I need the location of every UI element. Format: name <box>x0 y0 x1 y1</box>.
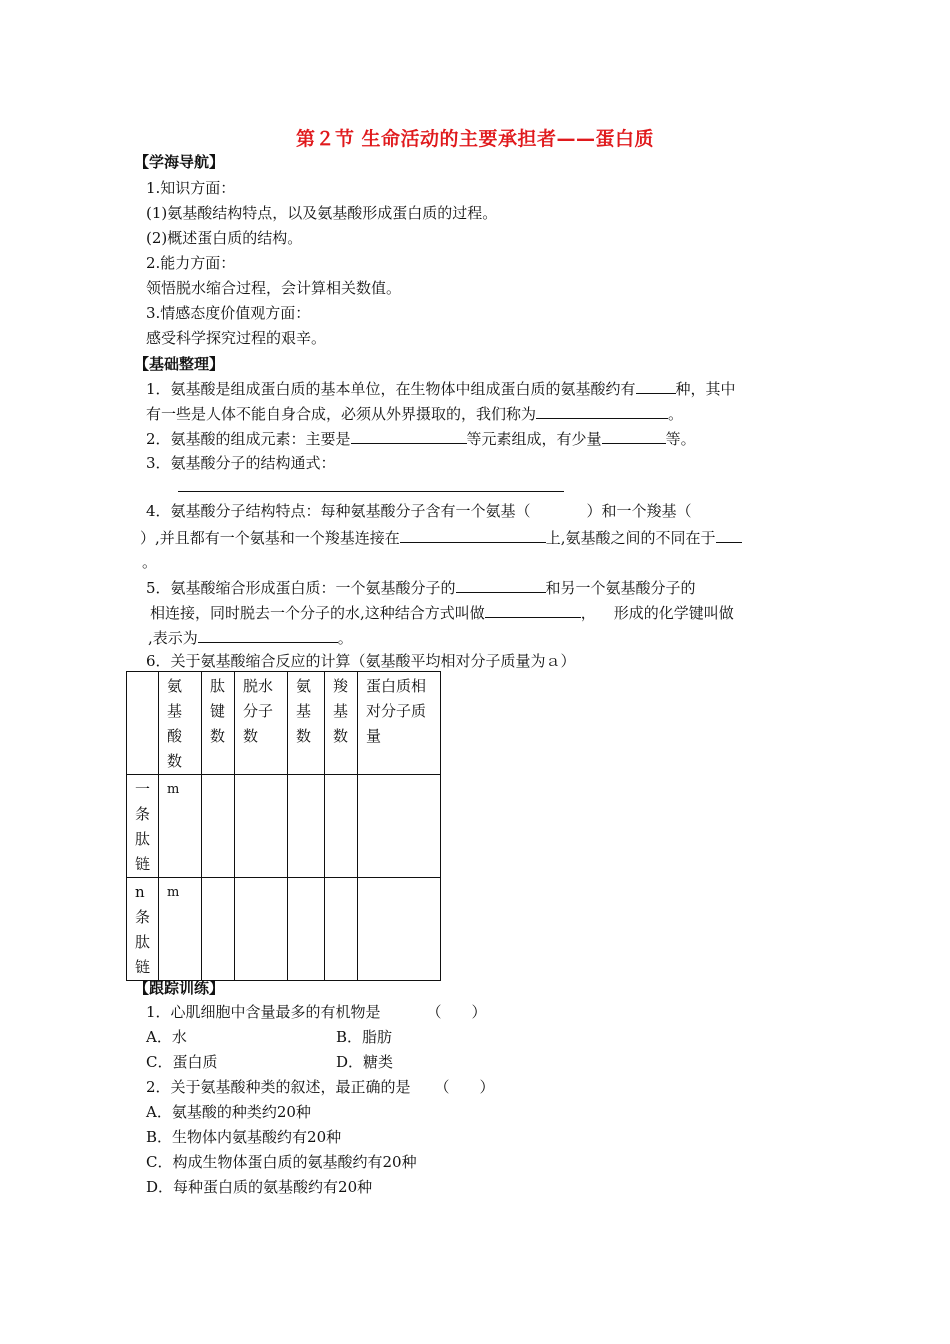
basic-q6: 6．关于氨基酸缩合反应的计算（氨基酸平均相对分子质量为ａ） <box>146 652 576 670</box>
calculation-table <box>126 671 441 981</box>
training-q2: 2．关于氨基酸种类的叙述，最正确的是 （ ） <box>146 1078 495 1096</box>
option-a[interactable]: A．氨基酸的种类约20种 <box>146 1103 311 1121</box>
table-cell[interactable] <box>288 775 325 878</box>
table-header-row <box>127 672 441 775</box>
basic-heading: 【基础整理】 <box>134 355 225 373</box>
table-cell[interactable] <box>288 878 325 981</box>
answer-blank[interactable] <box>536 403 668 419</box>
nav-line: (1)氨基酸结构特点，以及氨基酸形成蛋白质的过程。 <box>146 204 498 222</box>
table-cell: m <box>159 878 202 981</box>
answer-blank[interactable] <box>198 627 338 643</box>
table-header-cell: 氨基酸数 <box>167 677 183 770</box>
table-header-cell: 肽键数 <box>210 677 226 745</box>
basic-q4-end: 。 <box>142 553 158 571</box>
answer-paren[interactable]: （ ） <box>426 1003 487 1021</box>
basic-q3: 3．氨基酸分子的结构通式： <box>146 454 336 472</box>
nav-line: 领悟脱水缩合过程，会计算相关数值。 <box>146 279 402 297</box>
answer-blank[interactable] <box>716 527 742 543</box>
basic-q5-line2: 相连接，同时脱去一个分子的水,这种结合方式叫做 ， 形成的化学键叫做 <box>150 604 734 622</box>
nav-line: 感受科学探究过程的艰辛。 <box>146 329 327 347</box>
table-cell[interactable] <box>358 775 441 878</box>
table-cell: 一条肽链 <box>135 780 151 873</box>
table-cell[interactable] <box>235 878 288 981</box>
nav-line: 3.情感态度价值观方面： <box>146 304 311 322</box>
basic-q4-line2: ）,并且都有一个氨基和一个羧基连接在 上,氨基酸之间的不同在于 <box>140 527 742 548</box>
option-a[interactable]: A．水 <box>146 1028 187 1046</box>
table-cell: n条肽链 <box>135 883 151 976</box>
basic-q5-line1: 5．氨基酸缩合形成蛋白质：一个氨基酸分子的 和另一个氨基酸分子的 <box>146 579 696 597</box>
nav-line: 1.知识方面： <box>146 179 236 197</box>
nav-heading: 【学海导航】 <box>134 153 225 171</box>
basic-q5-line3: ,表示为 。 <box>148 629 353 647</box>
answer-blank[interactable] <box>456 577 546 593</box>
answer-paren[interactable]: （ ） <box>434 1078 495 1096</box>
table-header-cell: 羧基数 <box>333 677 349 745</box>
training-heading: 【跟踪训练】 <box>134 979 225 997</box>
answer-blank[interactable] <box>351 428 467 444</box>
table-cell[interactable] <box>235 775 288 878</box>
nav-line: (2)概述蛋白质的结构。 <box>146 229 303 247</box>
table-header-cell: 脱水分子数 <box>235 672 288 775</box>
table-cell[interactable] <box>325 878 358 981</box>
table-row <box>127 775 441 878</box>
option-b[interactable]: B．脂肪 <box>336 1028 393 1046</box>
table-cell[interactable] <box>325 775 358 878</box>
basic-q1-line2: 有一些是人体不能自身合成，必须从外界摄取的，我们称为 。 <box>146 405 684 423</box>
option-b[interactable]: B．生物体内氨基酸约有20种 <box>146 1128 342 1146</box>
table-header-cell <box>127 672 159 775</box>
answer-line[interactable] <box>178 491 564 492</box>
basic-q1-line1: 1．氨基酸是组成蛋白质的基本单位，在生物体中组成蛋白质的氨基酸约有 种，其中 <box>146 380 736 398</box>
table-header-cell: 蛋白质相对分子质量 <box>358 672 441 775</box>
option-c[interactable]: C．蛋白质 <box>146 1053 218 1071</box>
basic-q2: 2．氨基酸的组成元素：主要是 等元素组成，有少量 等。 <box>146 430 696 448</box>
training-q1: 1．心肌细胞中含量最多的有机物是 （ ） <box>146 1003 487 1021</box>
table-cell[interactable] <box>202 775 235 878</box>
training-q1-options-cd <box>146 1052 393 1072</box>
page-title: 第２节 生命活动的主要承担者——蛋白质 <box>295 128 655 150</box>
option-c[interactable]: C．构成生物体蛋白质的氨基酸约有20种 <box>146 1153 417 1171</box>
answer-blank[interactable] <box>400 527 546 543</box>
table-cell[interactable] <box>358 878 441 981</box>
table-cell[interactable] <box>202 878 235 981</box>
option-d[interactable]: D．糖类 <box>336 1053 394 1071</box>
answer-blank[interactable] <box>636 378 676 394</box>
answer-blank[interactable] <box>602 428 666 444</box>
nav-line: 2.能力方面： <box>146 254 236 272</box>
table-row <box>127 878 441 981</box>
table-cell: m <box>159 775 202 878</box>
answer-blank[interactable] <box>485 602 581 618</box>
basic-q4-line1: 4．氨基酸分子结构特点：每种氨基酸分子含有一个氨基（ ）和一个羧基（ <box>146 502 692 520</box>
training-q1-options-ab <box>146 1027 392 1047</box>
table-header-cell: 氨基数 <box>296 677 312 745</box>
option-d[interactable]: D．每种蛋白质的氨基酸约有20种 <box>146 1178 373 1196</box>
